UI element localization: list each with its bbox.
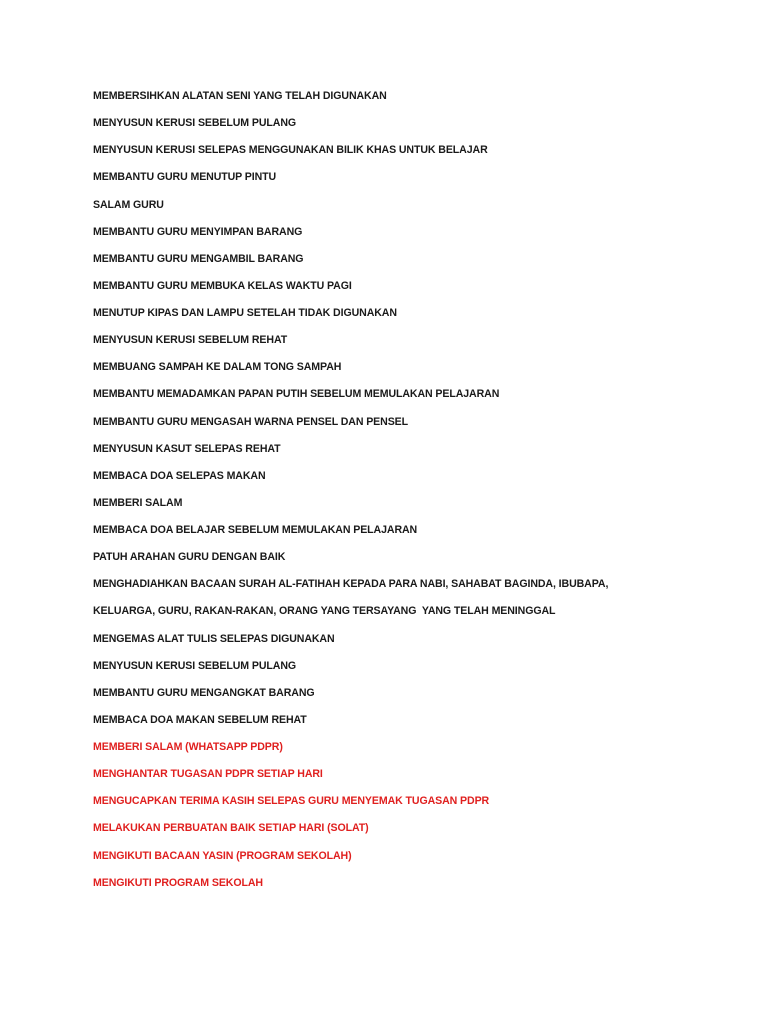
highlighted-list-item: MENGIKUTI PROGRAM SEKOLAH [93,876,263,889]
list-item: SALAM GURU [93,198,164,211]
list-item: MEMBERI SALAM [93,496,183,509]
highlighted-list-item: MENGUCAPKAN TERIMA KASIH SELEPAS GURU MENYEMAK TUGASAN PDPR [93,795,490,808]
list-item: MEMBANTU GURU MENGASAH WARNA PENSEL DAN PENSEL [93,415,408,428]
list-item: KELUARGA, GURU, RAKAN-RAKAN, ORANG YANG TERSAYANG YANG TELAH MENINGGAL [93,605,556,618]
highlighted-list-item: MELAKUKAN PERBUATAN BAIK SETIAP HARI (SOLAT) [93,822,369,835]
list-item: MENGEMAS ALAT TULIS SELEPAS DIGUNAKAN [93,632,335,645]
list-item: MEMBANTU MEMADAMKAN PAPAN PUTIH SEBELUM MEMULAKAN PELAJARAN [93,388,500,401]
list-item: MEMBACA DOA BELAJAR SEBELUM MEMULAKAN PELAJARAN [93,524,418,536]
list-item: MEMBANTU GURU MENUTUP PINTU [93,171,277,184]
list-item: MEMBUANG SAMPAH KE DALAM TONG SAMPAH [93,361,342,374]
list-item: MEMBERSIHKAN ALATAN SENI YANG TELAH DIGUNAKAN [93,90,387,102]
list-item: MENYUSUN KERUSI SELEPAS MENGGUNAKAN BILIK KHAS UNTUK BELAJAR [93,144,488,157]
list-item: MEMBACA DOA MAKAN SEBELUM REHAT [93,713,307,726]
list-item: MENYUSUN KASUT SELEPAS REHAT [93,442,281,455]
list-item: PATUH ARAHAN GURU DENGAN BAIK [93,551,286,564]
list-item: MEMBANTU GURU MENGAMBIL BARANG [93,252,304,265]
list-item: MEMBANTU GURU MEMBUKA KELAS WAKTU PAGI [93,279,352,292]
list-item: MENYUSUN KERUSI SEBELUM PULANG [93,117,297,130]
list-item: MENYUSUN KERUSI SEBELUM PULANG [93,659,297,672]
highlighted-list-item: MENGHANTAR TUGASAN PDPR SETIAP HARI [93,768,323,781]
list-item: MEMBANTU GURU MENGANGKAT BARANG [93,686,315,699]
list-item: MENUTUP KIPAS DAN LAMPU SETELAH TIDAK DIGUNAKAN [93,307,397,319]
highlighted-list-item: MEMBERI SALAM (WHATSAPP PDPR) [93,741,283,753]
highlighted-list-item: MENGIKUTI BACAAN YASIN (PROGRAM SEKOLAH) [93,849,352,862]
list-item: MENYUSUN KERUSI SEBELUM REHAT [93,334,288,347]
list-item: MEMBANTU GURU MENYIMPAN BARANG [93,225,303,238]
list-item: MEMBACA DOA SELEPAS MAKAN [93,469,266,482]
list-item: MENGHADIAHKAN BACAAN SURAH AL-FATIHAH KEPADA PARA NABI, SAHABAT BAGINDA, IBUBAPA, [93,578,609,591]
document-line-list [93,88,608,902]
